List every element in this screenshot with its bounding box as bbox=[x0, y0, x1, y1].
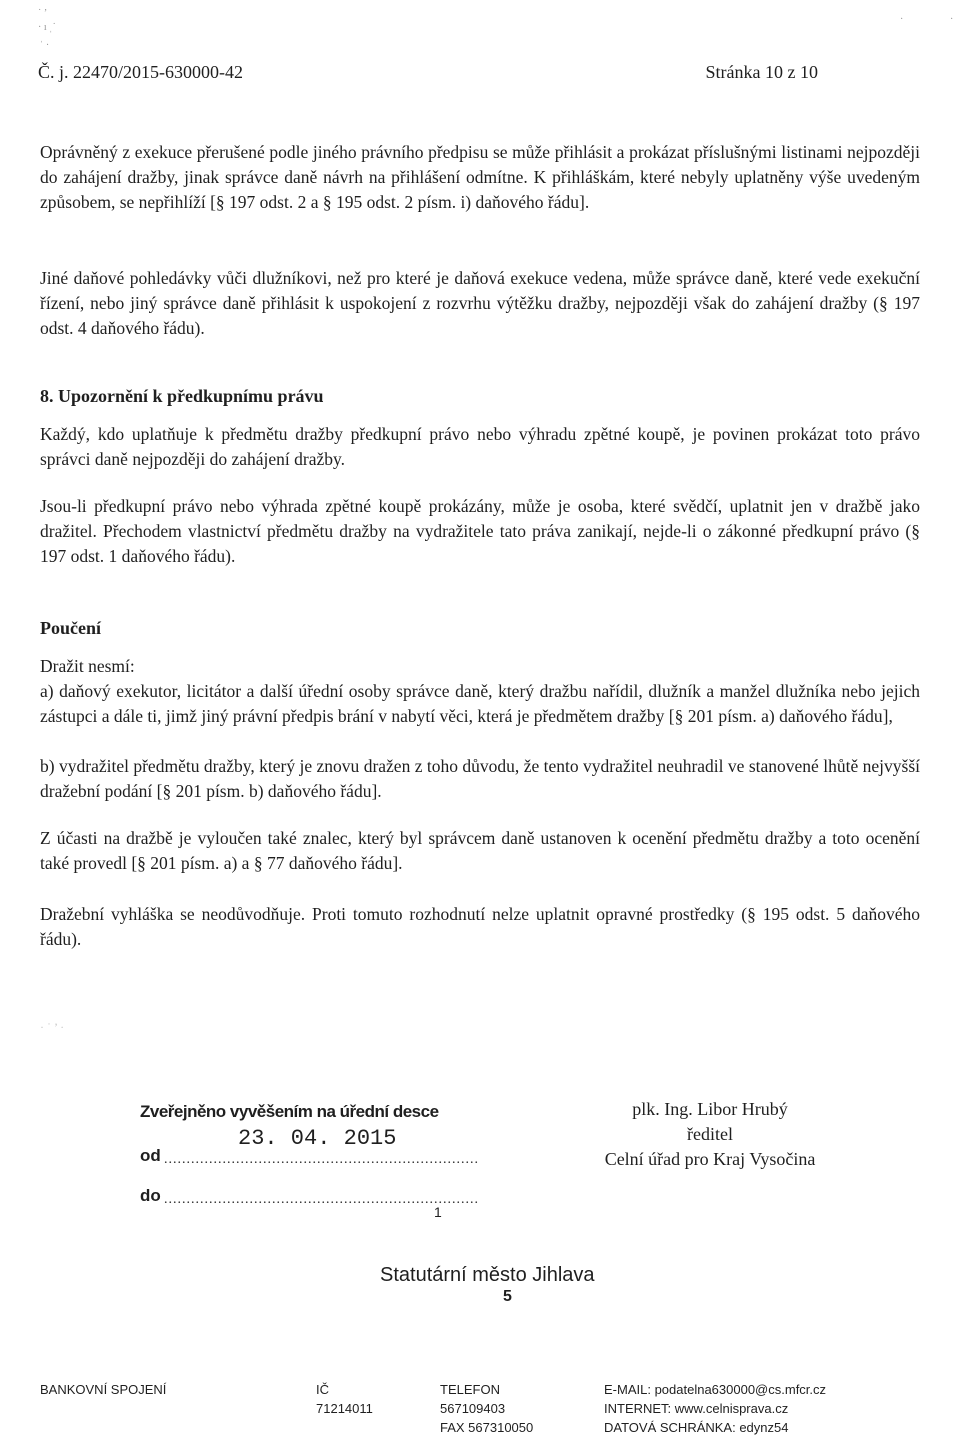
paragraph-expert-exclusion: Z účasti na dražbě je vyloučen také znalec, který byl správcem daně ustanoven k ocenění předmětu dražby a toto ocenění také provedl [§ 201 písm. a) a § 77 daňového řádu]. bbox=[40, 828, 920, 873]
paragraph-bidding-ban-intro: Dražit nesmí: bbox=[40, 656, 135, 676]
reference-number: Č. j. 22470/2015-630000-42 bbox=[38, 62, 243, 82]
posting-stamp-municipality: Statutární město Jihlava bbox=[380, 1264, 595, 1286]
scan-speck: ˙ ’ bbox=[38, 8, 48, 19]
section-heading-instruction: Poučení bbox=[40, 618, 101, 638]
footer-bank-label: BANKOVNÍ SPOJENÍ bbox=[40, 1382, 167, 1397]
scan-speck: · ı ˌ˙ bbox=[38, 22, 56, 33]
posting-stamp-od-date: 23. 04. 2015 bbox=[238, 1126, 397, 1151]
posting-stamp-title: Zveřejněno vyvěšením na úřední desce bbox=[140, 1102, 439, 1121]
signatory-name: plk. Ing. Libor Hrubý bbox=[632, 1099, 788, 1119]
posting-stamp-do-dots: ...................................................................... bbox=[164, 1192, 479, 1207]
footer-ic-value: 71214011 bbox=[316, 1401, 373, 1416]
signature-block bbox=[570, 1097, 850, 1172]
paragraph-bidding-ban-b: b) vydražitel předmětu dražby, který je znovu dražen z toho důvodu, že tento vydražitel neuhradil ve stanovené lhůtě nejvyšší dražební podání [§ 201 písm. b) daňového řádu]. bbox=[40, 756, 920, 801]
paragraph-no-appeal: Dražební vyhláška se neodůvodňuje. Proti tomuto rozhodnutí nelze uplatnit opravné prostředky (§ 195 odst. 5 daňového řádu). bbox=[40, 904, 920, 949]
scan-speck: · bbox=[900, 14, 904, 25]
paragraph-tax-claims: Jiné daňové pohledávky vůči dlužníkovi, než pro které je daňová exekuce vedena, může správce daně, které vede exekuční řízení, nebo jiný správce daně přihlásit k uspokojení z rozvrhu výtěžku dražby, nejpozději však do zahájení dražby (§ 197 odst. 4 daňového řádu). bbox=[40, 268, 920, 338]
footer-ic-label: IČ bbox=[316, 1382, 329, 1397]
footer-phone-value: 567109403 bbox=[440, 1401, 506, 1416]
posting-stamp-od-dots: ...................................................................... bbox=[164, 1152, 479, 1167]
signatory-role: ředitel bbox=[687, 1124, 733, 1144]
signatory-office: Celní úřad pro Kraj Vysočina bbox=[604, 1149, 816, 1169]
footer-contacts bbox=[604, 1380, 826, 1437]
footer-databox: DATOVÁ SCHRÁNKA: edynz54 bbox=[604, 1420, 789, 1435]
paragraph-creditor-claims: Oprávněný z exekuce přerušené podle jiného právního předpisu se může přihlásit a prokázat příslušnými listinami nejpozději do zahájení dražby, jinak správce daně návrh na přihlášení odmítne. K přihláškám, které nebyly uplatněny výše uvedeným způsobem, se nepřihlíží [§ 197 odst. 2 a § 195 odst. 2 písm. i) daňového řádu]. bbox=[40, 142, 920, 212]
page-number: Stránka 10 z 10 bbox=[705, 62, 818, 82]
posting-stamp-mark: 1 bbox=[434, 1204, 442, 1220]
footer-internet: INTERNET: www.celnisprava.cz bbox=[604, 1401, 789, 1416]
section-heading-pre-emption: 8. Upozornění k předkupnímu právu bbox=[40, 386, 324, 406]
scan-speck: · ˙ ’ · bbox=[40, 1020, 65, 1034]
footer-email: E-MAIL: podatelna630000@cs.mfcr.cz bbox=[604, 1382, 827, 1397]
scan-speck: · bbox=[950, 14, 954, 25]
paragraph-pre-emption-proof: Každý, kdo uplatňuje k předmětu dražby předkupní právo nebo výhradu zpětné koupě, je povinen prokázat toto právo správci daně nejpozději do zahájení dražby. bbox=[40, 424, 920, 469]
posting-stamp-od-label: od bbox=[140, 1146, 161, 1165]
paragraph-pre-emption-exercise: Jsou-li předkupní právo nebo výhrada zpětné koupě prokázány, může je osoba, které svědčí, uplatnit jen v dražbě jako dražitel. Přechodem vlastnictví předmětu dražby na vydražitele tato práva zanikají, nejde-li o zákonné předkupní právo (§ 197 odst. 1 daňového řádu). bbox=[40, 496, 920, 566]
scan-speck: ˈ · bbox=[40, 40, 50, 51]
footer-phone bbox=[440, 1380, 533, 1437]
posting-stamp-do-label: do bbox=[140, 1186, 161, 1205]
posting-stamp-number: 5 bbox=[503, 1288, 512, 1305]
footer-bank bbox=[40, 1380, 166, 1399]
footer-fax-value: FAX 567310050 bbox=[440, 1420, 534, 1435]
paragraph-bidding-ban-a: a) daňový exekutor, licitátor a další úřední osoby správce daně, který dražbu nařídil, dlužník a manžel dlužníka nebo jejich zástupci a dále ti, jimž jiný právní předpis brání v nabytí věci, která je předmětem dražby [§ 201 písm. a) daňového řádu], bbox=[40, 681, 920, 726]
footer-ic bbox=[316, 1380, 373, 1418]
footer-phone-label: TELEFON bbox=[440, 1382, 500, 1397]
